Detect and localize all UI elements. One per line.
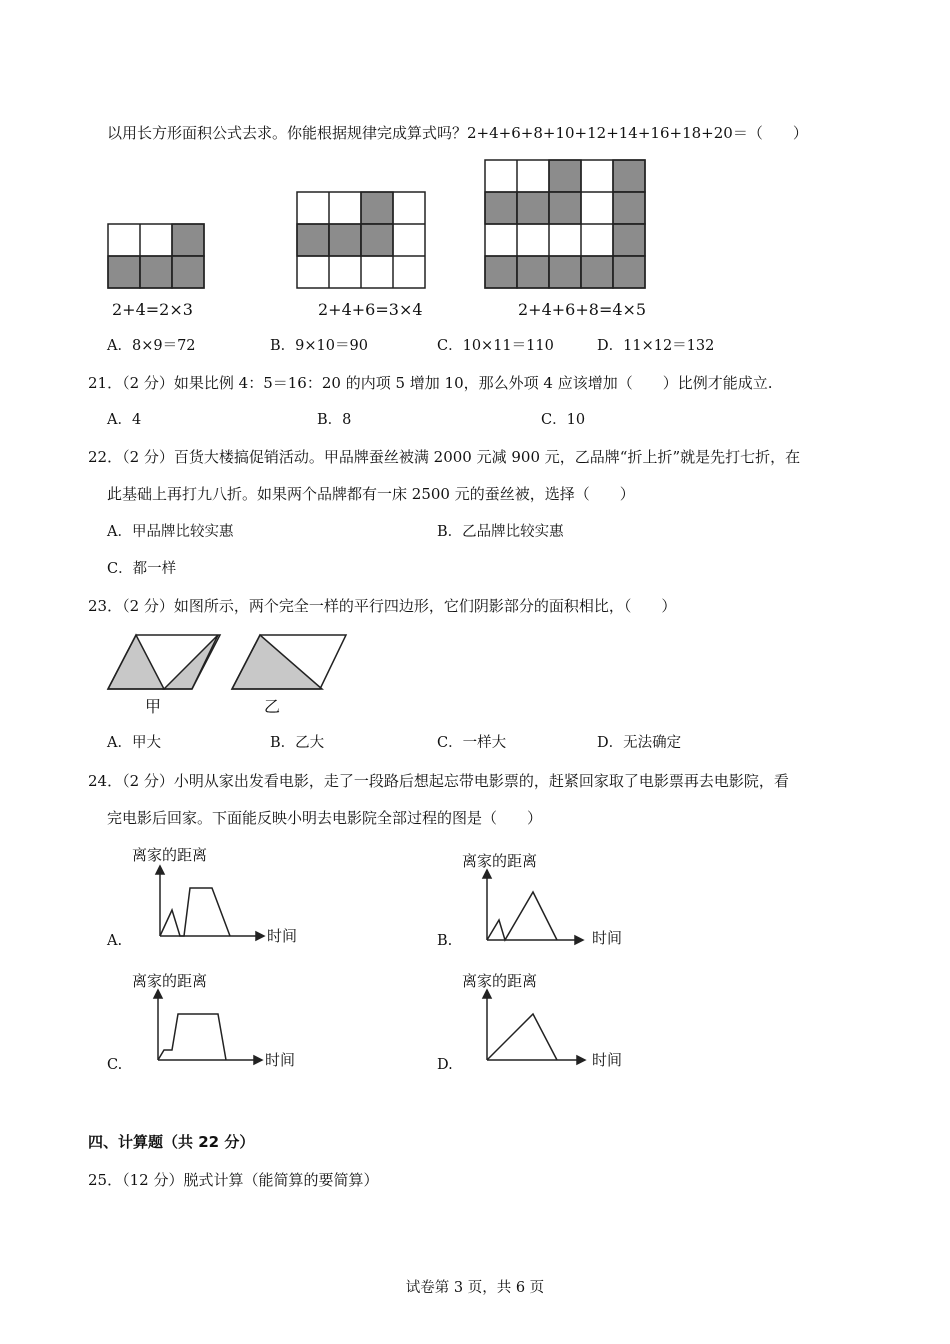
q24-stem-line1: 24．（2 分）小明从家出发看电影，走了一段路后想起忘带电影票的，赶紧回家取了电影票再去电影院，看 — [88, 772, 789, 790]
q21-stem: 21．（2 分）如果比例 4：5＝16：20 的内项 5 增加 10，那么外项 4 应该增加（ ）比例才能成立. — [88, 374, 773, 392]
q23-parallelogram-yi — [230, 633, 350, 691]
q23-option-c[interactable]: C．一样大 — [437, 735, 507, 751]
graph-b-option-label[interactable]: B. — [437, 933, 453, 949]
page-footer: 试卷第 3 页，共 6 页 — [405, 1280, 545, 1296]
graph-d — [477, 988, 597, 1068]
q24-stem-line2: 完电影后回家。下面能反映小明去电影院全部过程的图是（ ） — [107, 809, 543, 827]
graph-a-option-label[interactable]: A. — [107, 933, 123, 949]
q20-grid-figure-1 — [108, 224, 206, 290]
q23-option-a[interactable]: A．甲大 — [107, 735, 161, 751]
graph-a — [150, 864, 270, 944]
q21-option-a[interactable]: A．4 — [107, 412, 142, 428]
q22-option-b[interactable]: B．乙品牌比较实惠 — [437, 524, 564, 540]
q20-intro: 以用长方形面积公式去求。你能根据规律完成算式吗？2+4+6+8+10+12+14+16+18+20＝（ ） — [107, 124, 808, 142]
graph-d-ylabel: 离家的距离 — [462, 972, 538, 990]
graph-c-xlabel: 时间 — [265, 1051, 296, 1069]
graph-a-ylabel: 离家的距离 — [132, 846, 208, 864]
q25-stem: 25．（12 分）脱式计算（能简算的要简算） — [88, 1171, 379, 1189]
graph-c-option-label[interactable]: C. — [107, 1057, 123, 1073]
graph-b-ylabel: 离家的距离 — [462, 852, 538, 870]
q20-option-b[interactable]: B．9×10＝90 — [270, 338, 368, 354]
q20-option-a[interactable]: A．8×9＝72 — [107, 338, 196, 354]
q23-option-b[interactable]: B．乙大 — [270, 735, 325, 751]
q22-option-a[interactable]: A．甲品牌比较实惠 — [107, 524, 234, 540]
q20-caption-1: 2+4=2×3 — [112, 300, 193, 319]
q20-option-c[interactable]: C．10×11＝110 — [437, 338, 554, 354]
q20-caption-2: 2+4+6=3×4 — [318, 300, 423, 319]
q20-option-d[interactable]: D．11×12＝132 — [597, 338, 715, 354]
q23-option-d[interactable]: D．无法确定 — [597, 735, 682, 751]
q22-stem-line2: 此基础上再打九八折。如果两个品牌都有一床 2500 元的蚕丝被，选择（ ） — [107, 485, 635, 503]
q20-caption-3: 2+4+6+8=4×5 — [518, 300, 647, 319]
q22-option-c[interactable]: C．都一样 — [107, 561, 177, 577]
graph-a-xlabel: 时间 — [267, 927, 298, 945]
q21-option-b[interactable]: B．8 — [317, 412, 352, 428]
q21-option-c[interactable]: C．10 — [541, 412, 586, 428]
q23-label-yi: 乙 — [264, 697, 281, 716]
graph-c — [148, 988, 268, 1068]
section-4-heading: 四、计算题（共 22 分） — [88, 1133, 255, 1151]
graph-d-xlabel: 时间 — [592, 1051, 623, 1069]
q23-label-jia: 甲 — [145, 697, 162, 716]
q23-stem: 23．（2 分）如图所示，两个完全一样的平行四边形，它们阴影部分的面积相比，（ ） — [88, 597, 677, 615]
q20-grid-figure-2 — [297, 192, 427, 290]
graph-c-ylabel: 离家的距离 — [132, 972, 208, 990]
q23-parallelogram-jia — [106, 633, 222, 691]
q22-stem-line1: 22．（2 分）百货大楼搞促销活动。甲品牌蚕丝被满 2000 元减 900 元，乙品牌“折上折”就是先打七折，在 — [88, 448, 801, 466]
graph-b — [477, 868, 597, 948]
graph-d-option-label[interactable]: D. — [437, 1057, 453, 1073]
q20-grid-figure-3 — [485, 160, 649, 290]
graph-b-xlabel: 时间 — [592, 929, 623, 947]
